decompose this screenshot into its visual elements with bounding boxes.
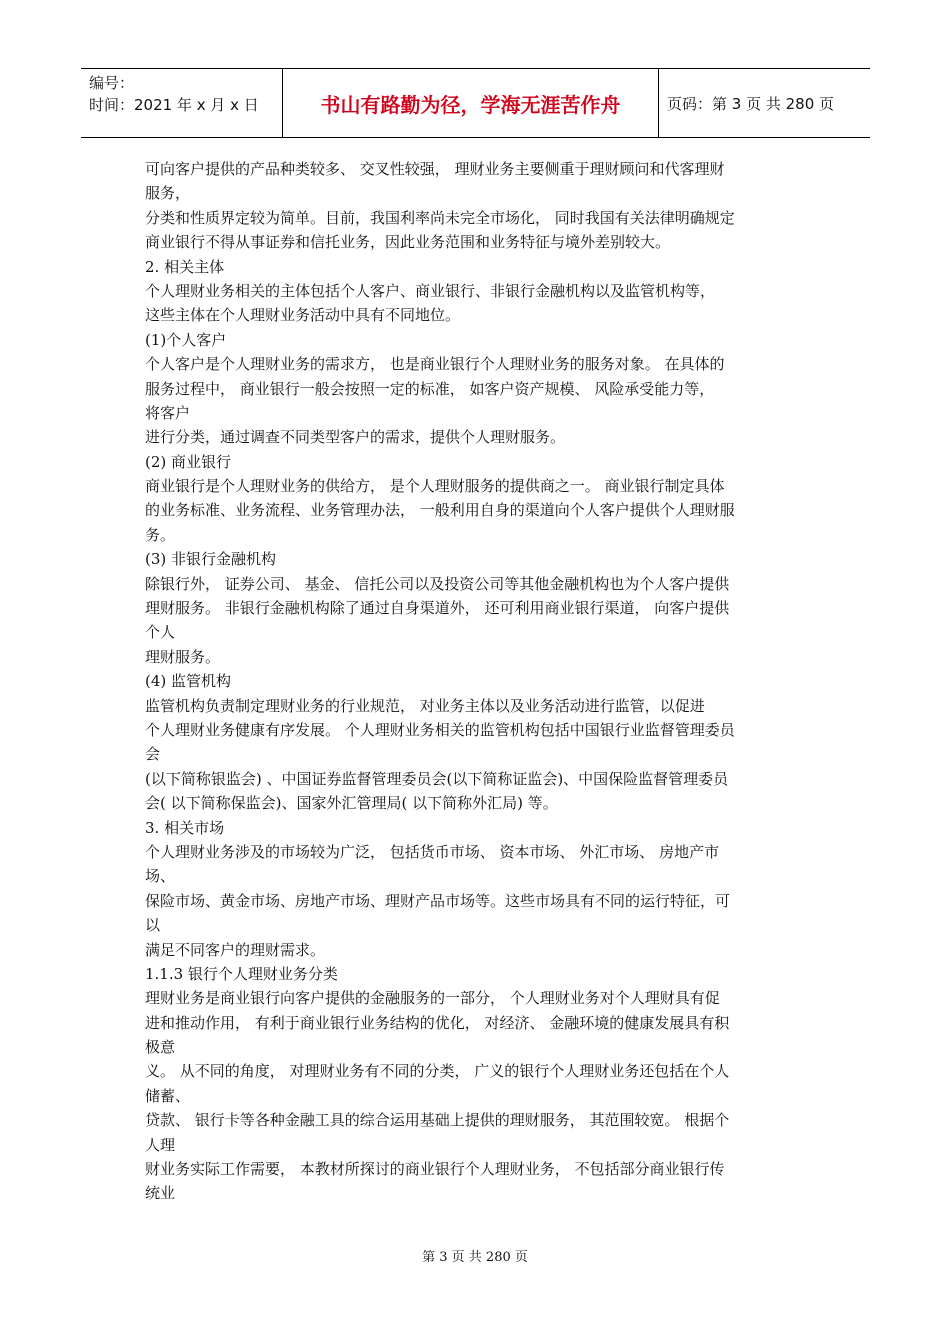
text-line: 1.1.3 银行个人理财业务分类 — [145, 964, 338, 983]
text-line: (以下简称银监会) 、中国证券监督管理委员会(以下简称证监会)、中国保险监督管理委员 — [145, 769, 729, 788]
text-line: 理财业务是商业银行向客户提供的金融服务的一部分， 个人理财业务对个人理财具有促 — [145, 989, 720, 1008]
text-line: 以 — [145, 916, 161, 935]
text-line: 场、 — [145, 867, 176, 886]
text-line: 可向客户提供的产品种类较多、 交叉性较强， 理财业务主要侧重于理财顾问和代客理财 — [145, 160, 725, 178]
text-line: 分类和性质界定较为简单。目前，我国利率尚未完全市场化， 同时我国有关法律明确规定 — [145, 208, 735, 227]
text-line: 会( 以下简称保监会)、国家外汇管理局( 以下简称外汇局) 等。 — [145, 794, 558, 813]
document-number: 编号： — [89, 74, 135, 92]
text-line: (1)个人客户 — [145, 330, 227, 349]
page-footer: 第 3 页 共 280 页 — [422, 1250, 528, 1265]
text-line: 3. 相关市场 — [145, 818, 225, 837]
text-line: 务。 — [145, 525, 176, 544]
text-line: 理财服务。 — [145, 647, 221, 666]
text-line: 个人理财业务相关的主体包括个人客户、商业银行、非银行金融机构以及监管机构等， — [145, 281, 716, 300]
text-line: 将客户 — [145, 403, 191, 422]
text-line: 服务， — [145, 184, 191, 203]
text-line: 2. 相关主体 — [145, 257, 225, 276]
text-line: 保险市场、黄金市场、房地产市场、理财产品市场等。这些市场具有不同的运行特征，可 — [145, 891, 731, 910]
header-page-number: 页码：第 3 页 共 280 页 — [667, 94, 835, 113]
text-line: (3) 非银行金融机构 — [145, 550, 277, 569]
header-motto: 书山有路勤为径，学海无涯苦作舟 — [283, 69, 659, 137]
document-date: 时间：2021 年 x 月 x 日 — [89, 96, 259, 114]
page-header — [81, 68, 870, 138]
text-line: (2) 商业银行 — [145, 452, 232, 471]
text-line: 储蓄、 — [145, 1086, 191, 1105]
text-line: 服务过程中， 商业银行一般会按照一定的标准， 如客户资产规模、 风险承受能力等， — [145, 379, 715, 398]
text-line: 这些主体在个人理财业务活动中具有不同地位。 — [145, 306, 461, 325]
text-line: 贷款、 银行卡等各种金融工具的综合运用基础上提供的理财服务， 其范围较宽。 根据个 — [145, 1111, 730, 1130]
text-line: 理财服务。 非银行金融机构除了通过自身渠道外， 还可利用商业银行渠道， 向客户提供 — [145, 599, 730, 618]
text-line: 的业务标准、业务流程、业务管理办法， 一般利用自身的渠道向个人客户提供个人理财服 — [145, 501, 735, 520]
header-meta — [81, 69, 283, 137]
text-line: 商业银行不得从事证券和信托业务，因此业务范围和业务特征与境外差别较大。 — [145, 233, 671, 252]
text-line: 个人 — [145, 623, 176, 642]
text-line: 人理 — [145, 1135, 176, 1154]
text-line: 个人理财业务涉及的市场较为广泛， 包括货币市场、 资本市场、 外汇市场、 房地产市 — [145, 842, 720, 861]
text-line: 义。 从不同的角度， 对理财业务有不同的分类， 广义的银行个人理财业务还包括在个人 — [145, 1062, 730, 1081]
text-line: 个人理财业务健康有序发展。 个人理财业务相关的监管机构包括中国银行业监督管理委员 — [145, 720, 735, 739]
document-body — [145, 157, 810, 1206]
text-line: 监管机构负责制定理财业务的行业规范， 对业务主体以及业务活动进行监管，以促进 — [145, 696, 705, 715]
text-line: 会 — [145, 745, 161, 764]
text-line: 财业务实际工作需要， 本教材所探讨的商业银行个人理财业务， 不包括部分商业银行传 — [145, 1160, 725, 1179]
text-line: 进行分类，通过调查不同类型客户的需求，提供个人理财服务。 — [145, 428, 566, 447]
text-line: 个人客户是个人理财业务的需求方， 也是商业银行个人理财业务的服务对象。 在具体的 — [145, 355, 725, 374]
text-line: 商业银行是个人理财业务的供给方， 是个人理财服务的提供商之一。 商业银行制定具体 — [145, 477, 725, 496]
text-line: 极意 — [145, 1038, 176, 1057]
text-line: 除银行外， 证券公司、 基金、 信托公司以及投资公司等其他金融机构也为个人客户提供 — [145, 574, 730, 593]
text-line: 满足不同客户的理财需求。 — [145, 940, 326, 959]
text-line: (4) 监管机构 — [145, 672, 232, 691]
text-line: 统业 — [145, 1184, 176, 1203]
text-line: 进和推动作用， 有利于商业银行业务结构的优化， 对经济、 金融环境的健康发展具有积 — [145, 1013, 730, 1032]
